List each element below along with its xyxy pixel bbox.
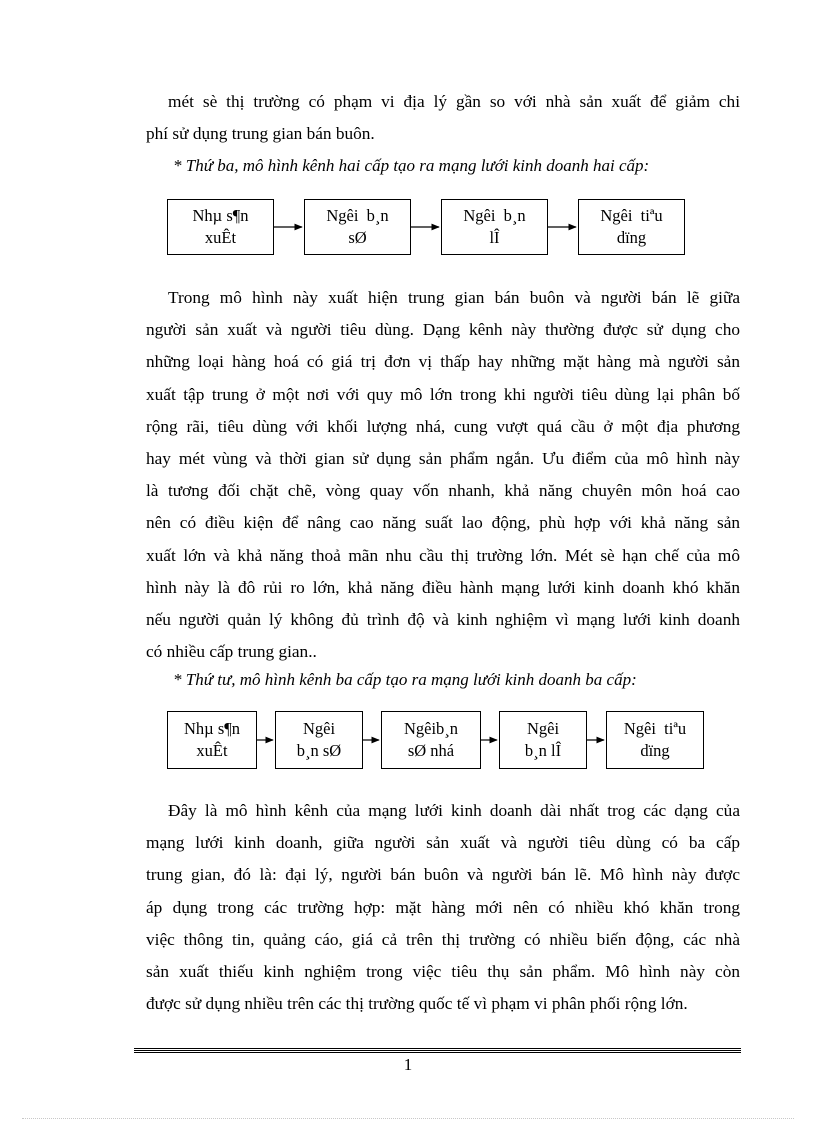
footer-rule bbox=[134, 1052, 741, 1053]
section-heading-two-level: * Thứ ba, mô hình kênh hai cấp tạo ra mạng lưới kinh doanh hai cấp: bbox=[173, 156, 650, 175]
diagram-box-wholesaler: Ngêi b¸n sØ bbox=[304, 199, 411, 255]
diagram-box-producer: Nhµ s¶n xuÊt bbox=[167, 711, 257, 769]
paragraph-line: việc thông tin, quảng cáo, giá cả trên thị trường có nhiều biến động, các nhà bbox=[146, 929, 740, 949]
paragraph-line: được sử dụng nhiều trên các thị trường quốc tế vì phạm vi phân phối rộng lớn. bbox=[146, 994, 688, 1014]
paragraph-3 bbox=[146, 795, 740, 1020]
diagram-box-producer: Nhµ s¶n xuÊt bbox=[167, 199, 274, 255]
diagram-box-retailer: Ngêi b¸n lÎ bbox=[499, 711, 587, 769]
paragraph-line: những loại hàng hoá có giá trị đơn vị thấp hay những mặt hàng mà người sản bbox=[146, 352, 740, 372]
diagram-box-retailer: Ngêi b¸n lÎ bbox=[441, 199, 548, 255]
paragraph-line: nên có điều kiện để nâng cao năng suất lao động, phù hợp với khả năng sản bbox=[146, 513, 740, 533]
paragraph-line: hay mét vùng và thời gian sử dụng sản phẩm ngắn. Ưu điểm của mô hình này bbox=[146, 449, 740, 469]
paragraph-line: mạng lưới kinh doanh, giữa người sản xuất và người tiêu dùng có ba cấp bbox=[146, 833, 740, 853]
paragraph-line: có nhiều cấp trung gian.. bbox=[146, 642, 317, 662]
paragraph-line: hình này là đô rủi ro lớn, khả năng điều hành mạng lưới kinh doanh khó khăn bbox=[146, 577, 740, 597]
paragraph-line: áp dụng trong các trường hợp: mặt hàng mới nên có nhiều khó khăn trong bbox=[146, 897, 740, 917]
footer-rule bbox=[134, 1048, 741, 1049]
section-heading-three-level: * Thứ tư, mô hình kênh ba cấp tạo ra mạng lưới kinh doanh ba cấp: bbox=[173, 670, 637, 689]
paragraph-line: nếu người quản lý không đủ trình độ và kinh nghiệm vì mạng lưới kinh doanh bbox=[146, 610, 740, 630]
diagram-box-consumer: Ngêi tiªu dïng bbox=[606, 711, 704, 769]
diagram-box-agent: Ngêi b¸n sØ bbox=[275, 711, 363, 769]
paragraph-line: Đây là mô hình kênh của mạng lưới kinh doanh dài nhất trog các dạng của bbox=[168, 801, 740, 820]
paragraph-line: người sản xuất và người tiêu dùng. Dạng kênh này thường được sử dụng cho bbox=[146, 320, 740, 340]
diagram-box-wholesaler: Ngêib¸n sØ nhá bbox=[381, 711, 481, 769]
page-number: 1 bbox=[403, 1055, 413, 1074]
page-bottom-border bbox=[22, 1118, 794, 1119]
paragraph-line: xuất tập trung ở một nơi với quy mô lớn trong khi người tiêu dùng lại phân bố bbox=[146, 384, 740, 404]
paragraph-line: rộng rãi, tiêu dùng với khối lượng nhá, cung vượt quá cầu ở một địa phương bbox=[146, 416, 740, 436]
paragraph-line: Trong mô hình này xuất hiện trung gian bán buôn và người bán lẽ giữa bbox=[168, 288, 740, 307]
paragraph-line: phí sử dụng trung gian bán buôn. bbox=[146, 124, 375, 144]
footer-rule bbox=[134, 1050, 741, 1051]
paragraph-line: xuất lớn và khả năng thoả mãn nhu cầu thị trường lớn. Mét sè hạn chế của mô bbox=[146, 545, 740, 565]
paragraph-line: mét sè thị trường có phạm vi địa lý gần so với nhà sản xuất để giảm chi bbox=[168, 92, 740, 111]
paragraph-line: sản xuất thiếu kinh nghiệm trong việc tiêu thụ sản phẩm. Mô hình này còn bbox=[146, 962, 740, 982]
diagram-box-consumer: Ngêi tiªu dïng bbox=[578, 199, 685, 255]
paragraph-line: là tương đối chặt chẽ, vòng quay vốn nhanh, khả năng chuyên môn hoá cao bbox=[146, 481, 740, 501]
paragraph-line: trung gian, đó là: đại lý, người bán buôn và người bán lẽ. Mô hình này được bbox=[146, 865, 740, 885]
